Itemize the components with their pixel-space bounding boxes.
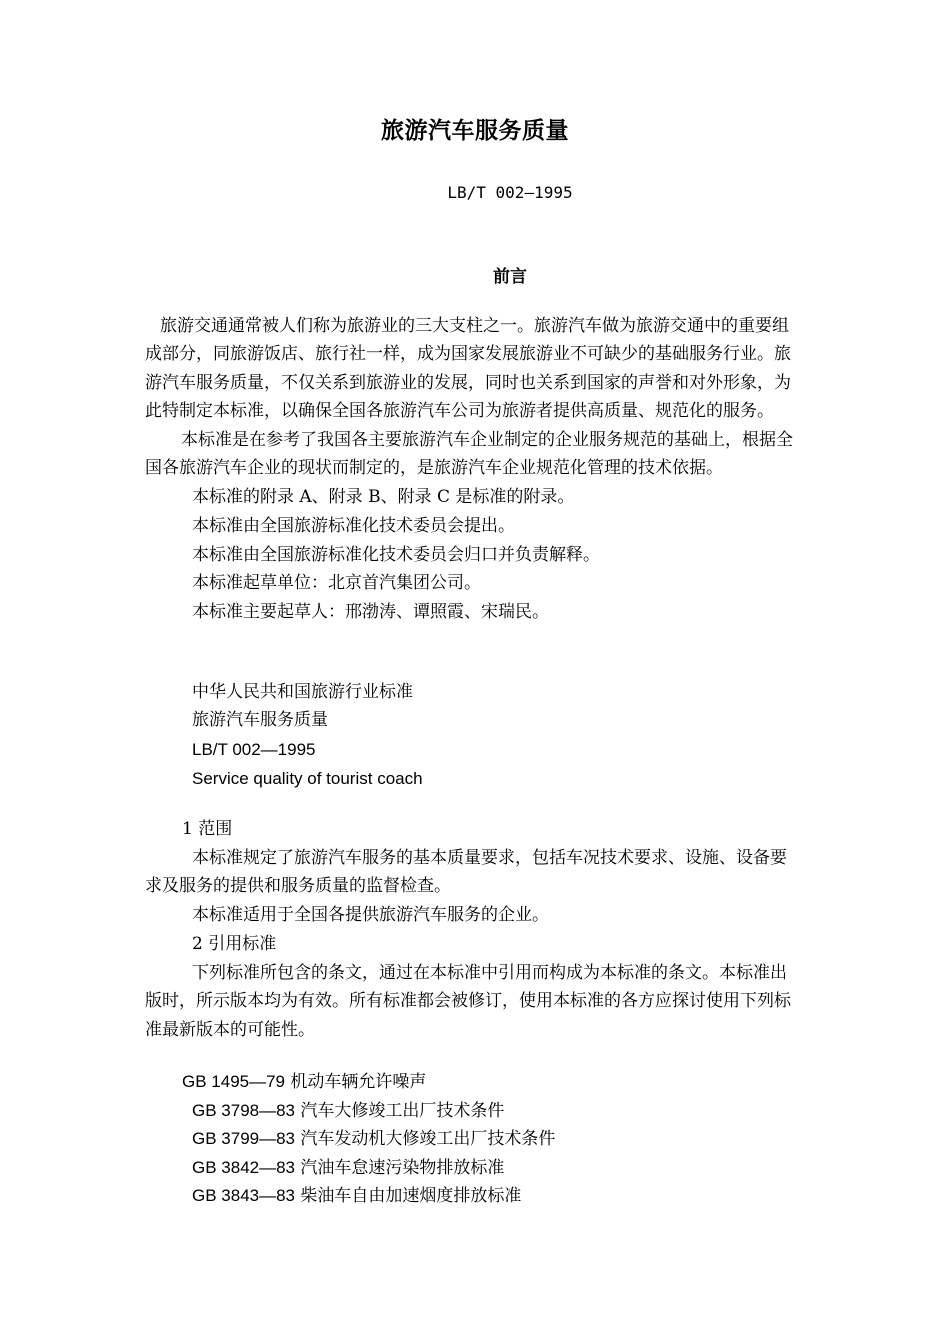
reference-name: 汽油车怠速污染物排放标准 [300,1158,505,1178]
foreword-line: 本标准由全国旅游标准化技术委员会归口并负责解释。 [192,545,600,565]
reference-name: 汽车大修竣工出厂技术条件 [300,1101,505,1121]
section-heading: 1 范围 [182,819,233,839]
standard-block-line: LB/T 002—1995 [192,740,316,759]
reference-item [182,1067,426,1097]
foreword-line: 本标准起草单位：北京首汽集团公司。 [192,573,481,593]
section-line: 版时，所示版本均为有效。所有标准都会被修订，使用本标准的各方应探讨使用下列标 [145,991,791,1011]
reference-item [192,1124,555,1154]
reference-code: GB 3799—83 [192,1129,296,1148]
foreword-line: 此特制定本标准，以确保全国各旅游汽车公司为旅游者提供高质量、规范化的服务。 [145,401,774,421]
document-title: 旅游汽车服务质量 [381,118,569,144]
section-line: 本标准适用于全国各提供旅游汽车服务的企业。 [192,905,549,925]
section-line: 准最新版本的可能性。 [145,1020,315,1040]
standard-block-line: Service quality of tourist coach [192,769,423,788]
section-line: 本标准规定了旅游汽车服务的基本质量要求，包括车况技术要求、设施、设备要 [192,848,787,868]
reference-name: 柴油车自由加速烟度排放标准 [300,1186,522,1206]
section-line: 下列标准所包含的条文，通过在本标准中引用而构成为本标准的条文。本标准出 [192,963,787,983]
reference-name: 机动车辆允许噪声 [290,1072,427,1092]
foreword-line: 成部分，同旅游饭店、旅行社一样，成为国家发展旅游业不可缺少的基础服务行业。旅 [145,344,791,364]
foreword-line: 国各旅游汽车企业的现状而制定的，是旅游汽车企业规范化管理的技术依据。 [145,458,723,478]
standard-code: LB/T 002—1995 [447,183,573,202]
foreword-line: 游汽车服务质量，不仅关系到旅游业的发展，同时也关系到国家的声誉和对外形象，为 [145,373,791,393]
foreword-line: 本标准由全国旅游标准化技术委员会提出。 [192,516,515,536]
section-line: 求及服务的提供和服务质量的监督检查。 [145,876,451,896]
reference-name: 汽车发动机大修竣工出厂技术条件 [300,1129,556,1149]
foreword-line: 本标准是在参考了我国各主要旅游汽车企业制定的企业服务规范的基础上，根据全 [181,430,793,450]
reference-code: GB 1495—79 [182,1072,286,1091]
standard-block-line: 中华人民共和国旅游行业标准 [192,682,413,702]
reference-code: GB 3842—83 [192,1158,296,1177]
standard-block-line: 旅游汽车服务质量 [192,710,328,730]
foreword-line: 本标准的附录 A、附录 B、附录 C 是标准的附录。 [192,487,575,507]
reference-item [192,1181,521,1211]
foreword-line: 旅游交通通常被人们称为旅游业的三大支柱之一。旅游汽车做为旅游交通中的重要组 [160,316,789,336]
reference-code: GB 3843—83 [192,1186,296,1205]
section-heading: 2 引用标准 [192,934,277,954]
reference-item [192,1096,504,1126]
reference-code: GB 3798—83 [192,1101,296,1120]
foreword-line: 本标准主要起草人：邢渤涛、谭照霞、宋瑞民。 [192,602,549,622]
foreword-heading: 前言 [493,267,527,287]
reference-item [192,1153,504,1183]
